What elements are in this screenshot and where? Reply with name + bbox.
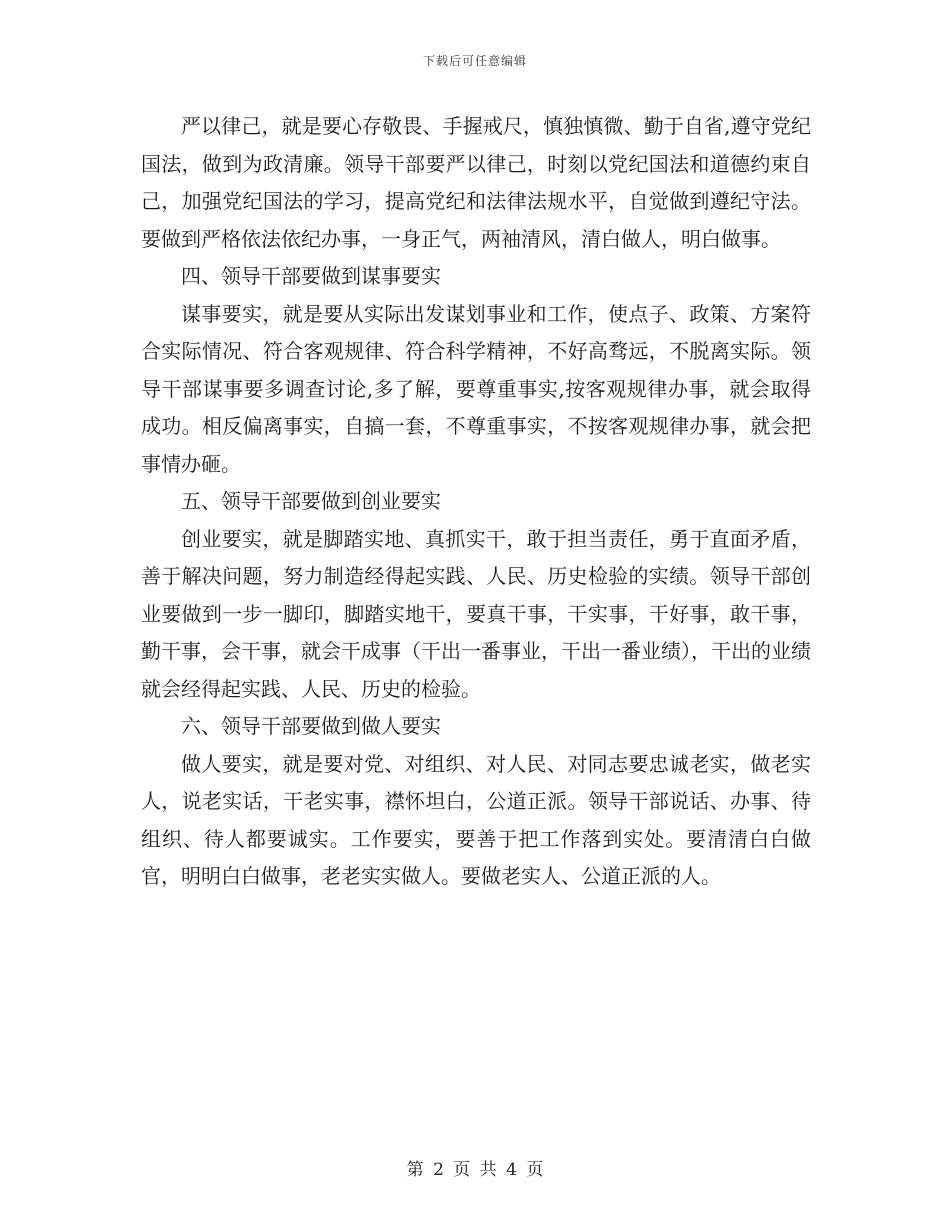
page-number: 第 2 页 共 4 页 bbox=[406, 1160, 544, 1180]
paragraph-plan-realistically: 谋事要实，就是要从实际出发谋划事业和工作，使点子、政策、方案符合实际情况、符合客观规律、符合科学精神，不好高骛远，不脱离实际。领导干部谋事要多调查讨论,多了解，要尊重事实,按客观规律办事，就会取得成功。相反偏离事实，自搞一套，不尊重事实，不按客观规律办事，就会把事情办砸。 bbox=[141, 301, 811, 476]
section-heading-6: 六、领导干部要做到做人要实 bbox=[181, 714, 441, 738]
paragraph-self-discipline: 严以律己，就是要心存敬畏、手握戒尺，慎独慎微、勤于自省,遵守党纪国法，做到为政清廉。领导干部要严以律己，时刻以党纪国法和道德约束自己，加强党纪国法的学习，提高党纪和法律法规水平，自觉做到遵纪守法。要做到严格依法依纪办事，一身正气，两袖清风，清白做人，明白做事。 bbox=[141, 114, 811, 251]
section-heading-5: 五、领导干部要做到创业要实 bbox=[181, 489, 441, 513]
section-heading-4: 四、领导干部要做到谋事要实 bbox=[181, 264, 441, 288]
paragraph-work-realistically: 创业要实，就是脚踏实地、真抓实干，敢于担当责任，勇于直面矛盾，善于解决问题，努力制造经得起实践、人民、历史检验的实绩。领导干部创业要做到一步一脚印，脚踏实地干，要真干事，干实事，干好事，敢干事，勤干事，会干事，就会干成事（干出一番事业，干出一番业绩），干出的业绩就会经得起实践、人民、历史的检验。 bbox=[141, 526, 811, 701]
document-body bbox=[141, 108, 811, 896]
download-note: 下载后可任意编辑 bbox=[422, 54, 527, 68]
paragraph-be-honest: 做人要实，就是要对党、对组织、对人民、对同志要忠诚老实，做老实人，说老实话，干老实事，襟怀坦白，公道正派。领导干部说话、办事、待组织、待人都要诚实。工作要实，要善于把工作落到实处。要清清白白做官，明明白白做事，老老实实做人。要做老实人、公道正派的人。 bbox=[141, 751, 811, 888]
